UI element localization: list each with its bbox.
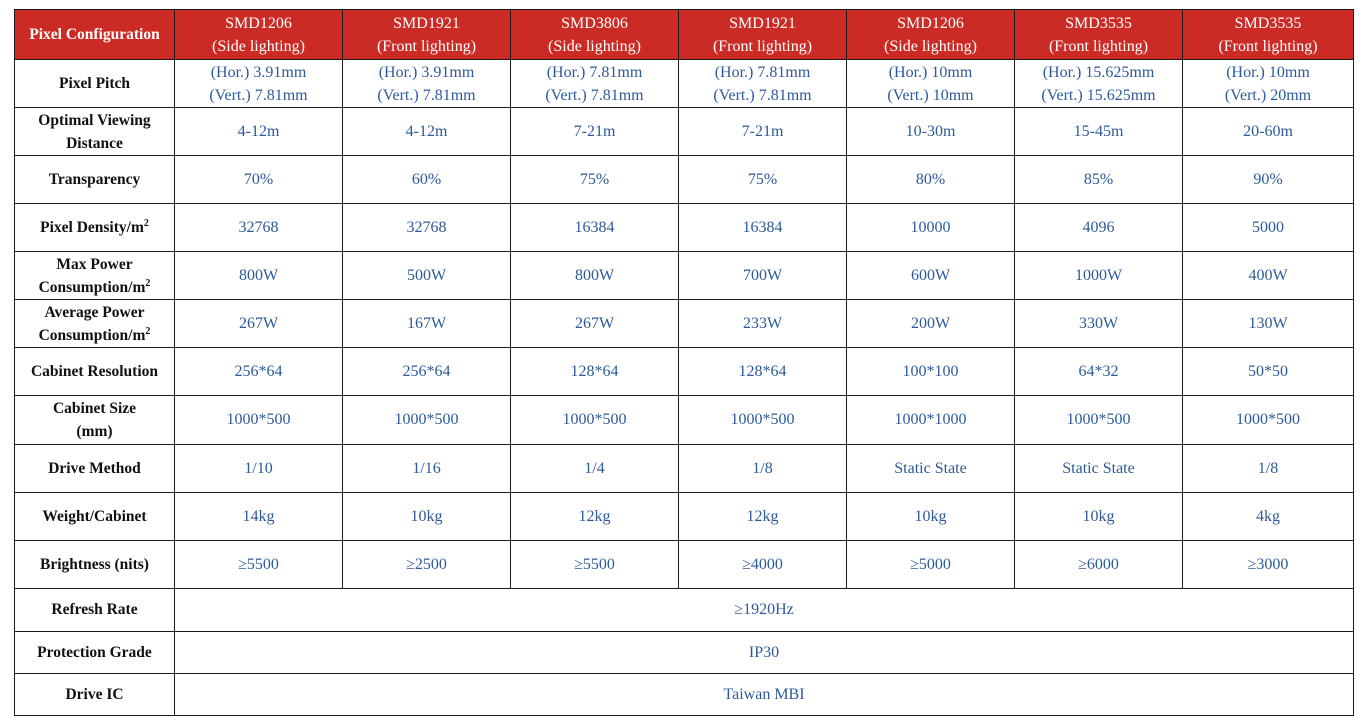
row-label-text: Consumption/m [38,278,146,296]
viewing-cell: 15-45m [1015,108,1183,156]
superscript: 2 [145,277,151,289]
weight-cell: 10kg [1015,492,1183,540]
row-cabinet-size [15,396,1354,444]
pitch-hor: (Hor.) 10mm [888,63,973,81]
weight-cell: 12kg [679,492,847,540]
row-label: Refresh Rate [15,588,175,631]
col-header-4 [679,10,847,60]
pitch-vert: (Vert.) 7.81mm [713,86,812,104]
brightness-cell: ≥4000 [679,540,847,588]
pitch-cell [1015,60,1183,108]
drive-method-cell: Static State [847,444,1015,492]
size-cell: 1000*500 [1183,396,1354,444]
max-power-cell: 1000W [1015,252,1183,300]
resolution-cell: 64*32 [1015,348,1183,396]
pitch-hor: (Hor.) 15.625mm [1042,63,1155,81]
col-model: SMD1921 [729,14,796,32]
col-header-1 [175,10,343,60]
pitch-cell [511,60,679,108]
col-lighting: (Side lighting) [548,37,641,55]
drive-ic-cell: Taiwan MBI [175,673,1354,715]
header-row [15,10,1354,60]
row-max-power [15,252,1354,300]
density-cell: 16384 [511,204,679,252]
row-label-text: Consumption/m [38,326,146,344]
spec-table [14,9,1354,716]
col-lighting: (Front lighting) [1048,37,1149,55]
superscript: 2 [143,218,149,230]
row-pixel-density [15,204,1354,252]
transparency-cell: 75% [679,156,847,204]
density-cell: 16384 [679,204,847,252]
row-label-line: Average Power [44,303,145,321]
avg-power-cell: 267W [511,300,679,348]
drive-method-cell: Static State [1015,444,1183,492]
pitch-hor: (Hor.) 3.91mm [378,63,475,81]
density-cell: 32768 [175,204,343,252]
resolution-cell: 128*64 [511,348,679,396]
pitch-cell [1183,60,1354,108]
row-label [15,300,175,348]
drive-method-cell: 1/4 [511,444,679,492]
density-cell: 5000 [1183,204,1354,252]
viewing-cell: 4-12m [175,108,343,156]
row-pixel-pitch [15,60,1354,108]
weight-cell: 12kg [511,492,679,540]
drive-method-cell: 1/8 [1183,444,1354,492]
size-cell: 1000*500 [511,396,679,444]
brightness-cell: ≥5500 [511,540,679,588]
viewing-cell: 4-12m [343,108,511,156]
protection-grade-cell: IP30 [175,631,1354,673]
size-cell: 1000*1000 [847,396,1015,444]
avg-power-cell: 167W [343,300,511,348]
row-drive-ic [15,673,1354,715]
row-label-line: Optimal Viewing [38,111,151,129]
avg-power-cell: 130W [1183,300,1354,348]
max-power-cell: 800W [511,252,679,300]
row-label-line: (mm) [76,422,113,440]
row-brightness [15,540,1354,588]
transparency-cell: 75% [511,156,679,204]
col-lighting: (Front lighting) [376,37,477,55]
weight-cell: 4kg [1183,492,1354,540]
pitch-cell [847,60,1015,108]
row-viewing-distance [15,108,1354,156]
row-label: Pixel Pitch [15,60,175,108]
transparency-cell: 80% [847,156,1015,204]
col-lighting: (Side lighting) [212,37,305,55]
col-model: SMD1921 [393,14,460,32]
col-lighting: (Front lighting) [712,37,813,55]
row-label [15,396,175,444]
row-avg-power [15,300,1354,348]
resolution-cell: 256*64 [343,348,511,396]
brightness-cell: ≥5000 [847,540,1015,588]
weight-cell: 14kg [175,492,343,540]
superscript: 2 [145,325,151,337]
row-refresh-rate [15,588,1354,631]
row-label: Weight/Cabinet [15,492,175,540]
size-cell: 1000*500 [175,396,343,444]
pitch-hor: (Hor.) 7.81mm [546,63,643,81]
max-power-cell: 500W [343,252,511,300]
max-power-cell: 600W [847,252,1015,300]
size-cell: 1000*500 [679,396,847,444]
density-cell: 32768 [343,204,511,252]
col-header-6 [1015,10,1183,60]
brightness-cell: ≥3000 [1183,540,1354,588]
transparency-cell: 60% [343,156,511,204]
viewing-cell: 7-21m [679,108,847,156]
col-header-7 [1183,10,1354,60]
row-label: Protection Grade [15,631,175,673]
col-model: SMD3535 [1234,14,1302,32]
row-label-text: Pixel Density/m [40,219,144,237]
pitch-hor: (Hor.) 3.91mm [210,63,307,81]
max-power-cell: 400W [1183,252,1354,300]
avg-power-cell: 233W [679,300,847,348]
pitch-hor: (Hor.) 10mm [1226,63,1310,81]
brightness-cell: ≥2500 [343,540,511,588]
weight-cell: 10kg [343,492,511,540]
viewing-cell: 7-21m [511,108,679,156]
row-label-line: Cabinet Size [52,399,137,417]
pitch-hor: (Hor.) 7.81mm [714,63,811,81]
row-label-line [17,324,172,347]
viewing-cell: 10-30m [847,108,1015,156]
row-weight [15,492,1354,540]
col-model: SMD1206 [225,14,292,32]
pitch-vert: (Vert.) 20mm [1224,86,1312,104]
row-cabinet-resolution [15,348,1354,396]
col-model: SMD3806 [561,14,628,32]
pitch-vert: (Vert.) 15.625mm [1041,86,1156,104]
row-label: Drive Method [15,444,175,492]
row-label: Cabinet Resolution [15,348,175,396]
drive-method-cell: 1/10 [175,444,343,492]
density-cell: 4096 [1015,204,1183,252]
pitch-cell [175,60,343,108]
row-label-line: Distance [66,134,123,152]
row-label: Transparency [15,156,175,204]
resolution-cell: 50*50 [1183,348,1354,396]
row-label: Drive IC [15,673,175,715]
resolution-cell: 256*64 [175,348,343,396]
avg-power-cell: 200W [847,300,1015,348]
col-lighting: (Front lighting) [1218,37,1318,55]
col-header-2 [343,10,511,60]
viewing-cell: 20-60m [1183,108,1354,156]
refresh-rate-cell: ≥1920Hz [175,588,1354,631]
col-model: SMD1206 [897,14,964,32]
col-lighting: (Side lighting) [884,37,977,55]
resolution-cell: 128*64 [679,348,847,396]
col-model: SMD3535 [1065,14,1132,32]
avg-power-cell: 330W [1015,300,1183,348]
row-protection-grade [15,631,1354,673]
col-header-5 [847,10,1015,60]
density-cell: 10000 [847,204,1015,252]
pitch-cell [679,60,847,108]
row-drive-method [15,444,1354,492]
row-label-line: Max Power [56,255,133,273]
resolution-cell: 100*100 [847,348,1015,396]
brightness-cell: ≥5500 [175,540,343,588]
col-header-3 [511,10,679,60]
avg-power-cell: 267W [175,300,343,348]
max-power-cell: 700W [679,252,847,300]
size-cell: 1000*500 [343,396,511,444]
transparency-cell: 85% [1015,156,1183,204]
drive-method-cell: 1/16 [343,444,511,492]
row-label [15,108,175,156]
weight-cell: 10kg [847,492,1015,540]
pitch-vert: (Vert.) 7.81mm [209,86,308,104]
max-power-cell: 800W [175,252,343,300]
pitch-vert: (Vert.) 10mm [887,86,974,104]
row-label [15,252,175,300]
brightness-cell: ≥6000 [1015,540,1183,588]
transparency-cell: 70% [175,156,343,204]
drive-method-cell: 1/8 [679,444,847,492]
row-label: Brightness (nits) [15,540,175,588]
transparency-cell: 90% [1183,156,1354,204]
pitch-cell [343,60,511,108]
pitch-vert: (Vert.) 7.81mm [377,86,476,104]
size-cell: 1000*500 [1015,396,1183,444]
row-transparency [15,156,1354,204]
row-label [15,204,175,252]
row-label-line [17,276,172,299]
corner-label: Pixel Configuration [15,10,175,60]
pitch-vert: (Vert.) 7.81mm [545,86,644,104]
